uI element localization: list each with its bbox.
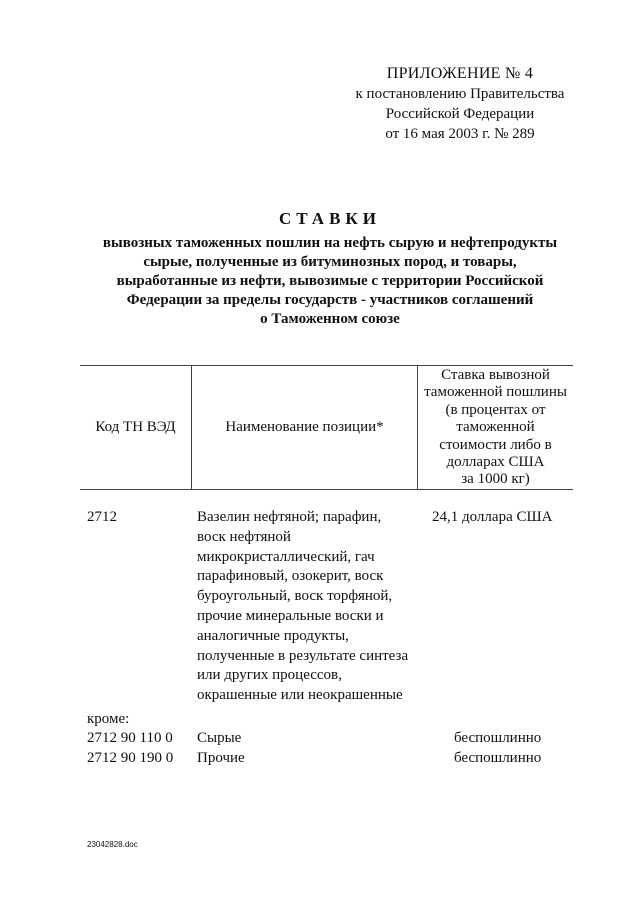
row-name-line: Вазелин нефтяной; парафин, xyxy=(197,509,382,525)
subrow-rate: беспошлинно xyxy=(454,750,542,766)
header-rate-line: (в процентах от xyxy=(445,401,546,418)
header-rate-line: стоимости либо в xyxy=(439,436,552,453)
table-header-bottom-rule xyxy=(80,489,573,490)
footer-filename: 23042828.doc xyxy=(87,840,138,849)
row-rate: 24,1 доллара США xyxy=(432,509,553,525)
subrow-rate: беспошлинно xyxy=(454,730,542,746)
row-name-line: окрашенные или неокрашенные xyxy=(197,687,403,704)
header-rate-line: Ставка вывозной xyxy=(441,367,550,383)
row-name-line: воск нефтяной xyxy=(197,528,291,545)
subrow-code: 2712 90 110 0 xyxy=(87,730,173,746)
header-rate-line: за 1000 кг) xyxy=(461,471,530,488)
header-rate-line: таможенной пошлины xyxy=(424,384,567,401)
header-rate-line: таможенной xyxy=(456,419,535,436)
document-title: СТАВКИ xyxy=(279,209,381,228)
row-name-line: аналогичные продукты, xyxy=(197,627,349,644)
subrow-code: 2712 90 190 0 xyxy=(87,750,174,766)
row-name-line: прочие минеральные воски и xyxy=(197,607,384,624)
subtitle-line: о Таможенном союзе xyxy=(260,311,400,327)
row-name-line: или других процессов, xyxy=(197,667,342,684)
appendix-ref: к постановлению Правительства xyxy=(355,86,565,102)
row-name-line: полученные в результате синтеза xyxy=(197,647,409,664)
row-name-line: парафиновый, озокерит, воск xyxy=(197,568,384,585)
appendix-number: ПРИЛОЖЕНИЕ № 4 xyxy=(386,65,534,82)
appendix-ref: Российской Федерации xyxy=(385,106,535,122)
subrow-name: Прочие xyxy=(197,750,245,766)
subtitle-line: сырые, полученные из битуминозных пород, и товары, xyxy=(143,254,517,270)
subrow-name: Сырые xyxy=(197,730,242,746)
header-rate-line: долларах США xyxy=(446,454,545,471)
row-name xyxy=(197,508,427,706)
appendix-date: от 16 мая 2003 г. № 289 xyxy=(385,126,535,142)
subtitle-line: Федерации за пределы государств - участников соглашений xyxy=(126,292,534,308)
document-subtitle xyxy=(80,234,580,329)
row-name-line: микрокристаллический, гач xyxy=(197,548,375,565)
subtitle-line: выработанные из нефти, вывозимые с территории Российской xyxy=(116,273,544,289)
header-name: Наименование позиции* xyxy=(225,419,384,435)
header-code: Код ТН ВЭД xyxy=(95,419,176,435)
table-top-rule xyxy=(80,365,573,366)
appendix-block xyxy=(340,64,580,144)
row-code: 2712 xyxy=(87,509,117,525)
row-name-line: буроугольный, воск торфяной, xyxy=(197,588,393,605)
subtitle-line: вывозных таможенных пошлин на нефть сырую и нефтепродукты xyxy=(102,235,558,251)
except-label: кроме: xyxy=(87,711,130,727)
header-rate xyxy=(418,367,573,489)
